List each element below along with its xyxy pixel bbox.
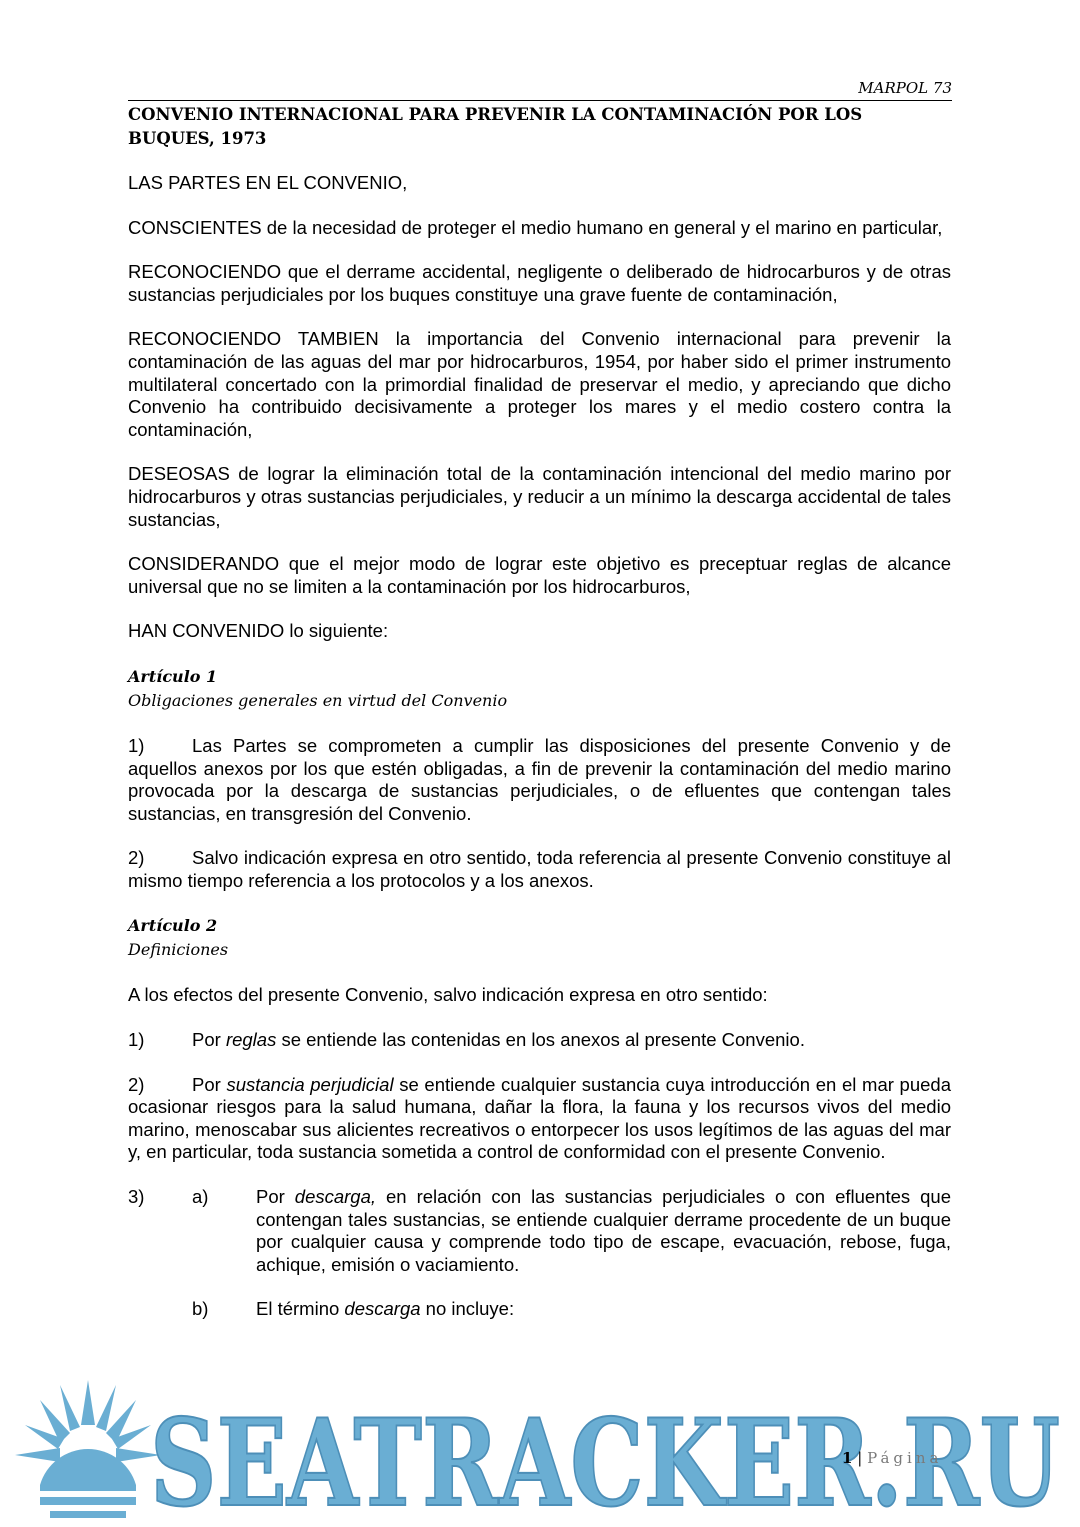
item-text: se entiende las contenidas en los anexos al presente Convenio. <box>276 1029 805 1051</box>
preamble-paragraph: CONSIDERANDO que el mejor modo de lograr este objetivo es preceptuar reglas de alcance universal que no se limiten a la contaminación por los hidrocarburos, <box>128 553 951 597</box>
item-text <box>256 1298 514 1321</box>
item-number: 1) <box>128 1029 145 1051</box>
item-text-pre: El término <box>256 1298 345 1320</box>
item-text <box>256 1186 951 1276</box>
item-text: Salvo indicación expresa en otro sentido, toda referencia al presente Convenio constituye al mismo tiempo referencia a los protocolos y a los anexos. <box>128 847 951 891</box>
header-rule <box>128 100 952 101</box>
header-tag: MARPOL 73 <box>858 79 952 97</box>
item-letter: a) <box>192 1186 209 1208</box>
article-2-subtitle: Definiciones <box>128 940 229 960</box>
defined-term: descarga, <box>294 1186 377 1208</box>
item-text-post: no incluye: <box>420 1298 515 1320</box>
defined-term: descarga <box>344 1298 421 1320</box>
article-1-item <box>128 735 951 825</box>
preamble-paragraph: CONSCIENTES de la necesidad de proteger el medio humano en general y el marino en particular, <box>128 216 943 238</box>
item-text-pre: Por <box>256 1186 295 1208</box>
article-1-heading: Artículo 1 <box>128 666 218 686</box>
item-number: 1) <box>128 734 145 756</box>
article-2-heading: Artículo 2 <box>128 916 218 936</box>
item-text-post: en relación con las sustancias perjudiciales o con efluentes que contengan tales sustancias, se entiende cualquier derrame procedente de un buque por cualquier causa y comprende todo tipo de escape, evacuación, rebose, fuga, achique, emisión o vaciamiento. <box>256 1186 951 1275</box>
item-text: Por <box>192 1073 227 1095</box>
item-text: se entiende cualquier sustancia cuya introducción en el mar pueda ocasionar riesgos para la salud humana, dañar la flora, la fauna y los recursos vivos del medio marino, menoscabar sus alicientes recreativos o entorpecer los usos legítimos de las aguas del mar y, en particular, toda sustancia sometida a control de conformidad con el presente Convenio. <box>128 1073 951 1163</box>
sun-logo-icon <box>15 1380 161 1518</box>
item-number: 3) <box>128 1186 145 1208</box>
item-letter: b) <box>192 1298 209 1320</box>
article-2-item <box>128 1029 951 1052</box>
article-2-item <box>128 1074 951 1164</box>
preamble-paragraph: DESEOSAS de lograr la eliminación total de la contaminación intencional del medio marino por hidrocarburos y otras sustancias perjudiciales, y reducir a un mínimo la descarga accidental de tales sustancias, <box>128 463 951 530</box>
document-body <box>128 172 951 1343</box>
article-2-intro: A los efectos del presente Convenio, salvo indicación expresa en otro sentido: <box>128 984 768 1006</box>
article-2-item-3a <box>128 1186 951 1276</box>
item-number: 2) <box>128 1073 145 1095</box>
page-label: Página <box>867 1449 943 1467</box>
item-text: Las Partes se comprometen a cumplir las disposiciones del presente Convenio y de aquellos anexos por los que estén obligadas, a fin de prevenir la contaminación del medio marino provocada por la descarga de sustancias perjudiciales, o de efluentes que contengan tales sustancias, en transgresión del Convenio. <box>128 734 951 824</box>
defined-term: reglas <box>225 1029 277 1051</box>
defined-term: sustancia perjudicial <box>226 1073 394 1095</box>
item-number: 2) <box>128 847 145 869</box>
preamble-paragraph: RECONOCIENDO que el derrame accidental, negligente o deliberado de hidrocarburos y de otras sustancias perjudiciales por los buques constituye una grave fuente de contaminación, <box>128 261 951 305</box>
page-separator: | <box>857 1449 863 1467</box>
article-1-subtitle: Obligaciones generales en virtud del Convenio <box>128 690 508 710</box>
page-number: 1 <box>842 1449 853 1467</box>
item-text: Por <box>192 1029 226 1051</box>
watermark-text: SEATRACKER.RU <box>150 1393 1060 1527</box>
preamble-paragraph: LAS PARTES EN EL CONVENIO, <box>128 172 408 193</box>
preamble-paragraph: HAN CONVENIDO lo siguiente: <box>128 620 389 642</box>
page-footer <box>842 1449 942 1467</box>
watermark <box>0 1365 1080 1527</box>
preamble-paragraph: RECONOCIENDO TAMBIEN la importancia del Convenio internacional para prevenir la contaminación de las aguas del mar por hidrocarburos, 1954, por haber sido el primer instrumento multilateral concertado con la primordial finalidad de preservar el medio, y apreciando que dicho Convenio ha contribuido decisivamente a proteger los mares y el medio costero contra la contaminación, <box>128 328 951 440</box>
document-title: CONVENIO INTERNACIONAL PARA PREVENIR LA CONTAMINACIÓN POR LOS BUQUES, 1973 <box>128 105 863 148</box>
article-2-item-3b <box>192 1298 951 1321</box>
article-1-item <box>128 847 951 892</box>
